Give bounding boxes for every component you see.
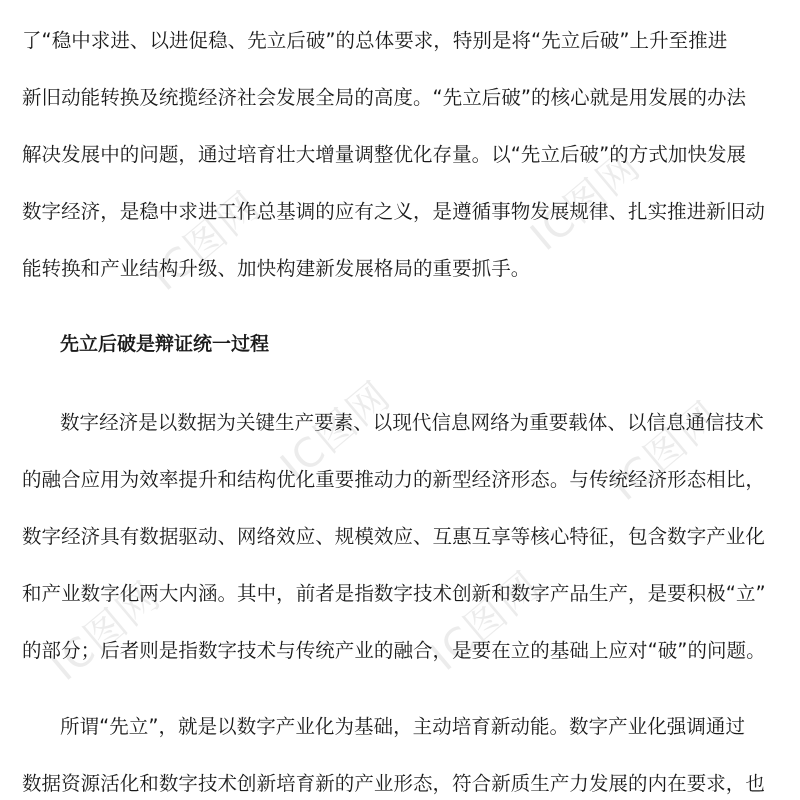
watermark: IC图网 (272, 372, 400, 490)
paragraph-line: 新旧动能转换及统揽经济社会发展全局的高度。“先立后破”的核心就是用发展的办法 (22, 86, 747, 109)
watermark: IC图网 (602, 392, 730, 510)
paragraph-line: 能转换和产业结构升级、加快构建新发展格局的重要抓手。 (22, 257, 531, 280)
watermark: IC图网 (522, 142, 650, 260)
paragraph-line: 和产业数字化两大内涵。其中，前者是指数字技术创新和数字产品生产，是要积极“立” (22, 582, 766, 605)
paragraph-line: 数字经济具有数据驱动、网络效应、规模效应、互惠互享等核心特征，包含数字产业化 (22, 525, 765, 548)
paragraph-line: 数据资源活化和数字技术创新培育新的产业形态，符合新质生产力发展的内在要求，也 (22, 772, 765, 795)
watermark: IC图网 (142, 182, 270, 300)
paragraph-line: 数字经济，是稳中求进工作总基调的应有之义，是遵循事物发展规律、扎实推进新旧动 (22, 200, 765, 223)
paragraph-line: 的融合应用为效率提升和结构优化重要推动力的新型经济形态。与传统经济形态相比， (22, 468, 765, 491)
paragraph-line: 了“稳中求进、以进促稳、先立后破”的总体要求，特别是将“先立后破”上升至推进 (22, 29, 728, 52)
paragraph-line: 的部分；后者则是指数字技术与传统产业的融合，是要在立的基础上应对“破”的问题。 (22, 639, 766, 662)
paragraph-line: 解决发展中的问题，通过培育壮大增量调整优化存量。以“先立后破”的方式加快发展 (22, 143, 747, 166)
paragraph-line: 数字经济是以数据为关键生产要素、以现代信息网络为重要载体、以信息通信技术 (60, 411, 764, 434)
paragraph-line: 所谓“先立”，就是以数字产业化为基础，主动培育新动能。数字产业化强调通过 (60, 715, 746, 738)
watermark: IC图网 (422, 562, 550, 680)
section-heading: 先立后破是辩证统一过程 (60, 333, 270, 355)
watermark: IC图网 (42, 572, 170, 690)
